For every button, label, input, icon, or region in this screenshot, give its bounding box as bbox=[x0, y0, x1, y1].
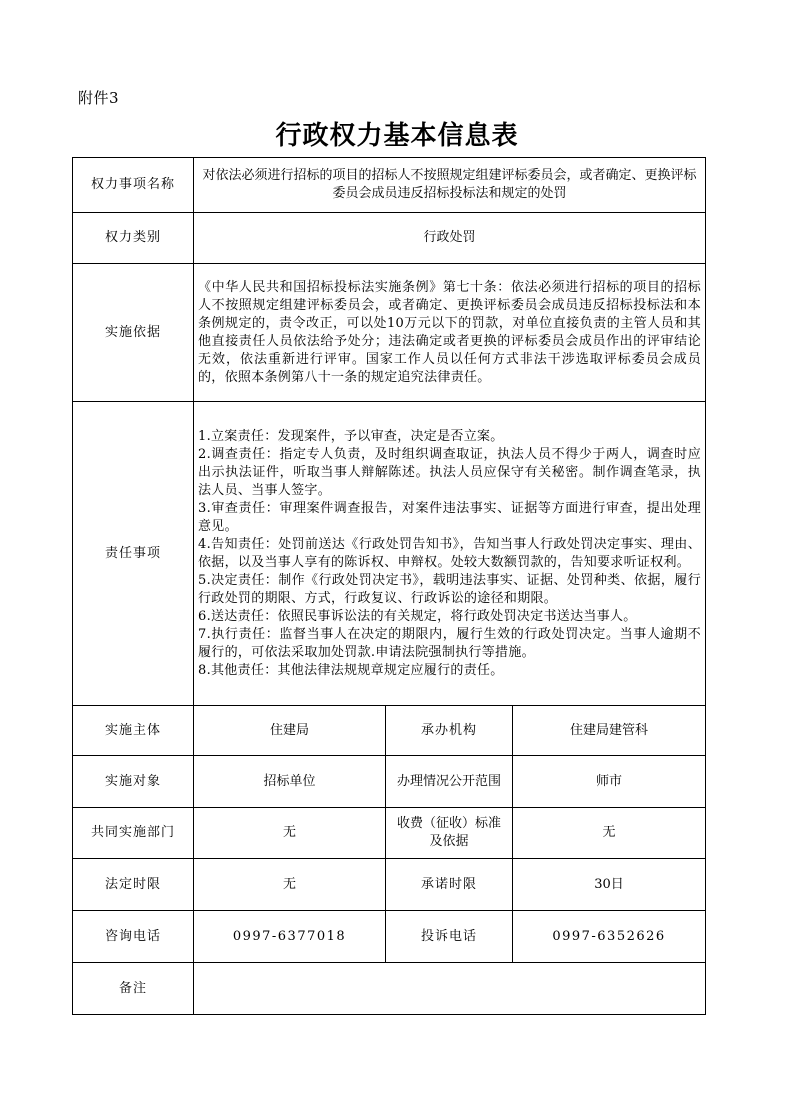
basis-label: 实施依据 bbox=[73, 264, 194, 402]
duties-list bbox=[194, 402, 706, 706]
consult-phone-value: 0997-6377018 bbox=[194, 911, 386, 963]
row-duties bbox=[73, 402, 706, 706]
page-title: 行政权力基本信息表 bbox=[275, 121, 519, 151]
row-basis bbox=[73, 264, 706, 402]
row-time-limit bbox=[73, 859, 706, 911]
complaint-phone-value: 0997-6352626 bbox=[513, 911, 706, 963]
info-table bbox=[72, 157, 706, 1015]
row-joint-dept bbox=[73, 808, 706, 859]
row-subject bbox=[73, 706, 706, 756]
handling-agency-label: 承办机构 bbox=[386, 706, 513, 756]
basis-value: 《中华人民共和国招标投标法实施条例》第七十条：依法必须进行招标的项目的招标人不按照规定组建评标委员会，或者确定、更换评标委员会成员违反招标投标法和本条例规定的，责令改正，可以处10万元以下的罚款，对单位直接负责的主管人员和其他直接责任人员依法给予处分；违法确定或者更换的评标委员会成员作出的评审结论无效，依法重新进行评审。国家工作人员以任何方式非法干涉选取评标委员会成员的，依照本条例第八十一条的规定追究法律责任。 bbox=[194, 264, 706, 402]
remarks-label: 备注 bbox=[73, 963, 194, 1015]
target-label: 实施对象 bbox=[73, 756, 194, 808]
item-name-label: 权力事项名称 bbox=[73, 158, 194, 213]
row-item-name bbox=[73, 158, 706, 213]
row-category bbox=[73, 213, 706, 264]
time-limit-label: 法定时限 bbox=[73, 859, 194, 911]
promised-time-value: 30日 bbox=[513, 859, 706, 911]
disclosure-scope-value: 师市 bbox=[513, 756, 706, 808]
category-value: 行政处罚 bbox=[194, 213, 706, 264]
fee-standard-label: 收费（征收）标准及依据 bbox=[386, 808, 513, 859]
duty-item: 8.其他责任：其他法律法规规章规定应履行的责任。 bbox=[198, 662, 504, 678]
disclosure-scope-label: 办理情况公开范围 bbox=[386, 756, 513, 808]
joint-dept-label: 共同实施部门 bbox=[73, 808, 194, 859]
target-value: 招标单位 bbox=[194, 756, 386, 808]
handling-agency-value: 住建局建管科 bbox=[513, 706, 706, 756]
complaint-phone-label: 投诉电话 bbox=[386, 911, 513, 963]
remarks-value bbox=[194, 963, 706, 1015]
duties-label: 责任事项 bbox=[73, 402, 194, 706]
row-target bbox=[73, 756, 706, 808]
row-remarks bbox=[73, 963, 706, 1015]
duty-item: 2.调查责任：指定专人负责，及时组织调查取证，执法人员不得少于两人，调查时应出示执法证件，听取当事人辩解陈述。执法人员应保守有关秘密。制作调查笔录，执法人员、当事人签字。 bbox=[198, 446, 701, 498]
duty-item: 4.告知责任：处罚前送达《行政处罚告知书》，告知当事人行政处罚决定事实、理由、依据，以及当事人享有的陈诉权、申辩权。处较大数额罚款的，告知要求听证权利。 bbox=[198, 536, 701, 570]
joint-dept-value: 无 bbox=[194, 808, 386, 859]
item-name-value: 对依法必须进行招标的项目的招标人不按照规定组建评标委员会，或者确定、更换评标委员会成员违反招标投标法和规定的处罚 bbox=[194, 158, 706, 213]
duty-item: 3.审查责任：审理案件调查报告，对案件违法事实、证据等方面进行审查，提出处理意见。 bbox=[198, 500, 701, 534]
row-phone bbox=[73, 911, 706, 963]
category-label: 权力类别 bbox=[73, 213, 194, 264]
promised-time-label: 承诺时限 bbox=[386, 859, 513, 911]
duty-item: 7.执行责任：监督当事人在决定的期限内，履行生效的行政处罚决定。当事人逾期不履行的，可依法采取加处罚款.申请法院强制执行等措施。 bbox=[198, 626, 701, 660]
time-limit-value: 无 bbox=[194, 859, 386, 911]
attachment-label: 附件3 bbox=[78, 89, 120, 107]
consult-phone-label: 咨询电话 bbox=[73, 911, 194, 963]
duty-item: 6.送达责任：依照民事诉讼法的有关规定，将行政处罚决定书送达当事人。 bbox=[198, 608, 637, 624]
fee-standard-value: 无 bbox=[513, 808, 706, 859]
subject-value: 住建局 bbox=[194, 706, 386, 756]
duty-item: 1.立案责任：发现案件，予以审查，决定是否立案。 bbox=[198, 428, 504, 444]
subject-label: 实施主体 bbox=[73, 706, 194, 756]
duty-item: 5.决定责任：制作《行政处罚决定书》，载明违法事实、证据、处罚种类、依据，履行行政处罚的期限、方式，行政复议、行政诉讼的途径和期限。 bbox=[198, 572, 701, 606]
